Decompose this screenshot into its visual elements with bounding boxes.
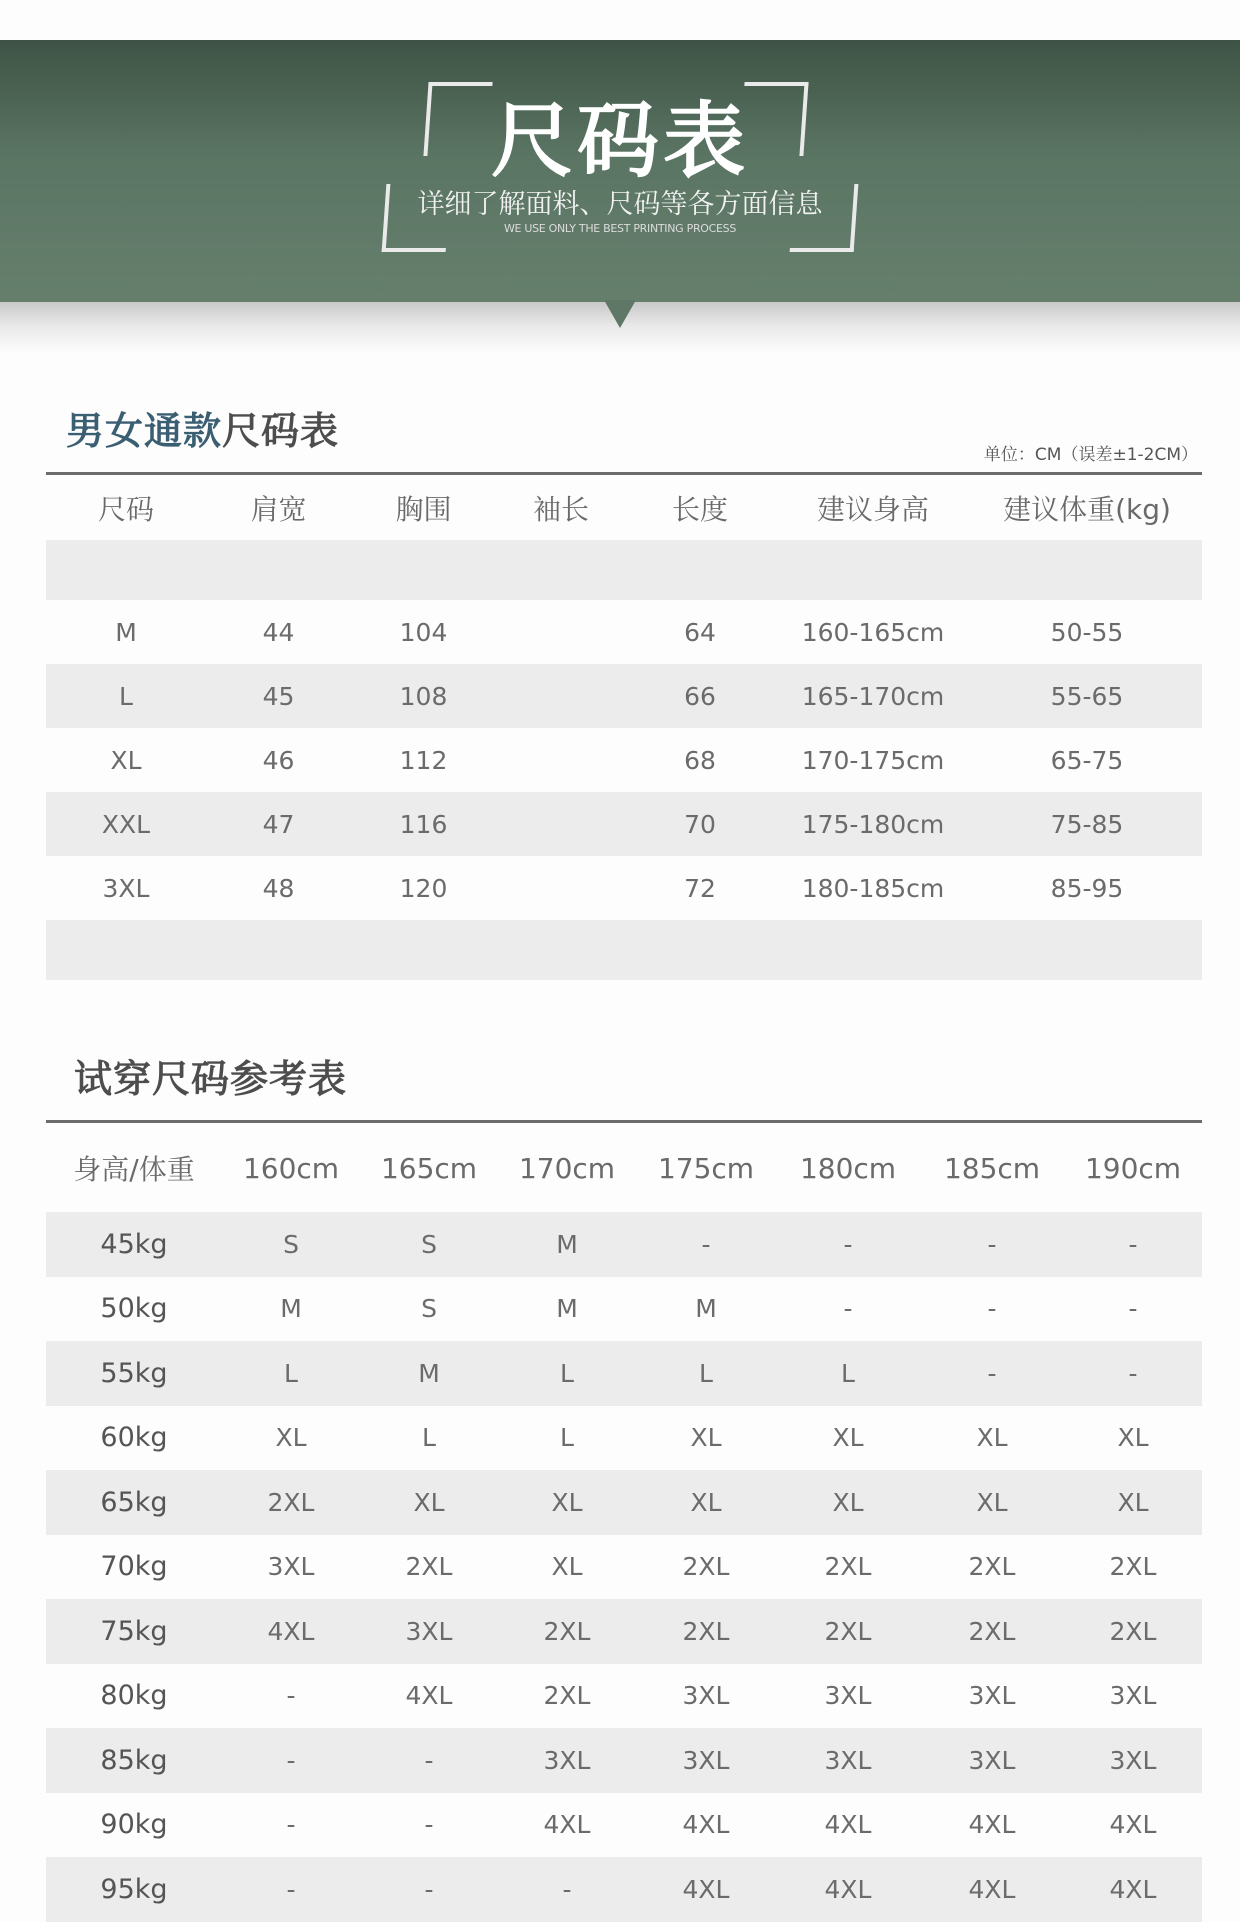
table-cell: 72 (684, 873, 716, 903)
banner-subtitle: 详细了解面料、尺码等各方面信息 (417, 189, 823, 220)
column-header: 身高/体重 (73, 1153, 195, 1186)
weight-label: 70kg (100, 1551, 168, 1583)
weight-label: 95kg (100, 1873, 168, 1905)
size-cell: 4XL (682, 1810, 730, 1840)
table-cell: 68 (684, 745, 716, 775)
banner-english-tagline: WE USE ONLY THE BEST PRINTING PROCESS (503, 222, 737, 235)
column-header: 建议身高 (816, 493, 929, 526)
size-cell: 4XL (824, 1874, 872, 1904)
size-cell: - (843, 1294, 853, 1324)
size-cell: 3XL (682, 1745, 730, 1775)
table-cell: XL (110, 745, 142, 775)
size-cell: XL (832, 1487, 864, 1517)
table-row (46, 1277, 1202, 1342)
table-cell: 116 (399, 809, 448, 839)
size-cell: 3XL (267, 1552, 315, 1582)
table-cell: 66 (684, 681, 716, 711)
size-cell: - (987, 1358, 997, 1388)
table-cell: 104 (399, 617, 448, 647)
table-cell: 65-75 (1050, 745, 1124, 775)
size-cell: - (1128, 1294, 1138, 1324)
size-cell: 2XL (543, 1681, 591, 1711)
weight-label: 60kg (100, 1422, 168, 1454)
size-cell: - (424, 1745, 434, 1775)
table-spacer-row (46, 920, 1202, 980)
weight-label: 90kg (100, 1809, 168, 1841)
column-header: 袖长 (532, 493, 589, 526)
table-cell: 75-85 (1050, 809, 1124, 839)
table-cell: 55-65 (1050, 681, 1124, 711)
size-cell: 4XL (682, 1874, 730, 1904)
table-header-row (46, 476, 1202, 540)
size-cell: XL (275, 1423, 307, 1453)
weight-label: 75kg (100, 1615, 168, 1647)
size-cell: 3XL (682, 1681, 730, 1711)
banner-title: 尺码表 (490, 94, 749, 189)
table-row (46, 664, 1202, 728)
size-cell: M (556, 1229, 578, 1259)
size-cell: 4XL (543, 1810, 591, 1840)
table-cell: 47 (262, 809, 295, 839)
table-cell: 165-170cm (801, 681, 945, 711)
table-cell: 180-185cm (801, 873, 945, 903)
size-cell: XL (690, 1487, 722, 1517)
size-cell: XL (1117, 1487, 1149, 1517)
size-cell: 3XL (968, 1681, 1016, 1711)
table-row (46, 1599, 1202, 1664)
column-header: 长度 (671, 493, 728, 526)
size-cell: - (701, 1229, 711, 1259)
fit-reference-table (46, 1124, 1202, 1922)
size-cell: M (280, 1294, 302, 1324)
size-cell: M (556, 1294, 578, 1324)
size-cell: XL (976, 1423, 1008, 1453)
size-cell: 2XL (267, 1487, 315, 1517)
size-cell: XL (551, 1552, 583, 1582)
size-cell: - (424, 1874, 434, 1904)
banner-pointer (604, 300, 636, 328)
size-cell: S (421, 1229, 437, 1259)
table-row (46, 1406, 1202, 1471)
size-cell: L (560, 1358, 574, 1388)
table-row (46, 1470, 1202, 1535)
column-header: 165cm (380, 1151, 478, 1185)
table-row (46, 1341, 1202, 1406)
table-cell: 120 (399, 873, 448, 903)
size-chart-title-part2: 尺码表 (222, 409, 340, 453)
size-cell: L (422, 1423, 436, 1453)
size-chart-title (66, 406, 339, 456)
table-cell: 50-55 (1050, 617, 1124, 647)
weight-label: 80kg (100, 1680, 168, 1712)
table-spacer-row (46, 540, 1202, 600)
table-cell: 70 (684, 809, 716, 839)
column-header: 170cm (518, 1151, 616, 1185)
table-cell: XXL (101, 809, 151, 839)
size-cell: 4XL (267, 1616, 315, 1646)
table-cell: 64 (684, 617, 716, 647)
size-cell: - (1128, 1358, 1138, 1388)
size-cell: 3XL (824, 1745, 872, 1775)
size-cell: - (987, 1294, 997, 1324)
section-divider (46, 472, 1202, 475)
table-row (46, 1857, 1202, 1922)
size-cell: 4XL (968, 1810, 1016, 1840)
size-cell: 4XL (968, 1874, 1016, 1904)
size-cell: XL (1117, 1423, 1149, 1453)
column-header: 肩宽 (250, 493, 307, 526)
size-cell: L (560, 1423, 574, 1453)
table-cell: 3XL (102, 873, 150, 903)
size-cell: 2XL (543, 1616, 591, 1646)
table-row (46, 1728, 1202, 1793)
unit-note: 单位：CM（误差±1-2CM） (983, 445, 1198, 465)
size-cell: - (843, 1229, 853, 1259)
size-cell: 2XL (682, 1616, 730, 1646)
weight-label: 50kg (100, 1293, 168, 1325)
weight-label: 85kg (100, 1744, 168, 1776)
table-row (46, 1793, 1202, 1858)
size-cell: 3XL (405, 1616, 453, 1646)
size-cell: XL (832, 1423, 864, 1453)
table-cell: M (115, 617, 137, 647)
size-cell: 2XL (824, 1616, 872, 1646)
size-cell: 2XL (1109, 1616, 1157, 1646)
section-divider (46, 1120, 1202, 1123)
weight-label: 45kg (100, 1228, 168, 1260)
size-cell: XL (551, 1487, 583, 1517)
table-cell: 160-165cm (801, 617, 945, 647)
size-cell: 3XL (1109, 1681, 1157, 1711)
column-header: 185cm (943, 1151, 1041, 1185)
column-header: 180cm (799, 1151, 897, 1185)
size-cell: 2XL (968, 1552, 1016, 1582)
size-cell: 2XL (405, 1552, 453, 1582)
size-cell: XL (413, 1487, 445, 1517)
size-cell: 3XL (824, 1681, 872, 1711)
weight-label: 55kg (100, 1357, 168, 1389)
table-cell: 45 (262, 681, 295, 711)
column-header: 160cm (242, 1151, 340, 1185)
table-row (46, 1535, 1202, 1600)
size-cell: M (695, 1294, 717, 1324)
size-cell: 4XL (405, 1681, 453, 1711)
size-cell: 2XL (824, 1552, 872, 1582)
column-header: 190cm (1084, 1151, 1182, 1185)
size-cell: 4XL (1109, 1874, 1157, 1904)
size-cell: M (418, 1358, 440, 1388)
size-cell: XL (976, 1487, 1008, 1517)
size-cell: XL (690, 1423, 722, 1453)
size-cell: 4XL (824, 1810, 872, 1840)
size-cell: 2XL (968, 1616, 1016, 1646)
size-cell: - (286, 1681, 296, 1711)
size-cell: - (1128, 1229, 1138, 1259)
size-cell: - (562, 1874, 572, 1904)
table-row (46, 600, 1202, 664)
size-chart-title-part1: 男女通款 (66, 409, 223, 453)
size-cell: 3XL (968, 1745, 1016, 1775)
column-header: 175cm (657, 1151, 755, 1185)
table-row (46, 1664, 1202, 1729)
column-header: 胸围 (395, 493, 452, 526)
column-header: 尺码 (97, 493, 154, 526)
table-cell: 108 (399, 681, 448, 711)
table-cell: 48 (262, 873, 295, 903)
table-cell: 85-95 (1050, 873, 1124, 903)
table-cell: 112 (399, 745, 448, 775)
table-row (46, 792, 1202, 856)
size-cell: - (286, 1745, 296, 1775)
table-row (46, 856, 1202, 920)
fit-reference-title: 试穿尺码参考表 (74, 1057, 348, 1101)
table-cell: L (119, 681, 133, 711)
size-cell: L (699, 1358, 713, 1388)
size-cell: 2XL (1109, 1552, 1157, 1582)
size-cell: 4XL (1109, 1810, 1157, 1840)
size-cell: 3XL (543, 1745, 591, 1775)
weight-label: 65kg (100, 1486, 168, 1518)
size-cell: - (424, 1810, 434, 1840)
size-cell: S (421, 1294, 437, 1324)
size-cell: 3XL (1109, 1745, 1157, 1775)
table-row (46, 728, 1202, 792)
size-cell: 2XL (682, 1552, 730, 1582)
table-cell: 46 (262, 745, 295, 775)
table-cell: 44 (262, 617, 295, 647)
size-cell: - (987, 1229, 997, 1259)
size-cell: L (284, 1358, 298, 1388)
column-header: 建议体重(kg) (1003, 493, 1171, 526)
size-cell: - (286, 1810, 296, 1840)
table-cell: 170-175cm (801, 745, 945, 775)
size-cell: - (286, 1874, 296, 1904)
table-row (46, 1212, 1202, 1277)
table-header-row (46, 1124, 1202, 1212)
size-cell: L (841, 1358, 855, 1388)
table-cell: 175-180cm (801, 809, 945, 839)
size-chart-table (46, 476, 1202, 980)
size-cell: S (283, 1229, 299, 1259)
